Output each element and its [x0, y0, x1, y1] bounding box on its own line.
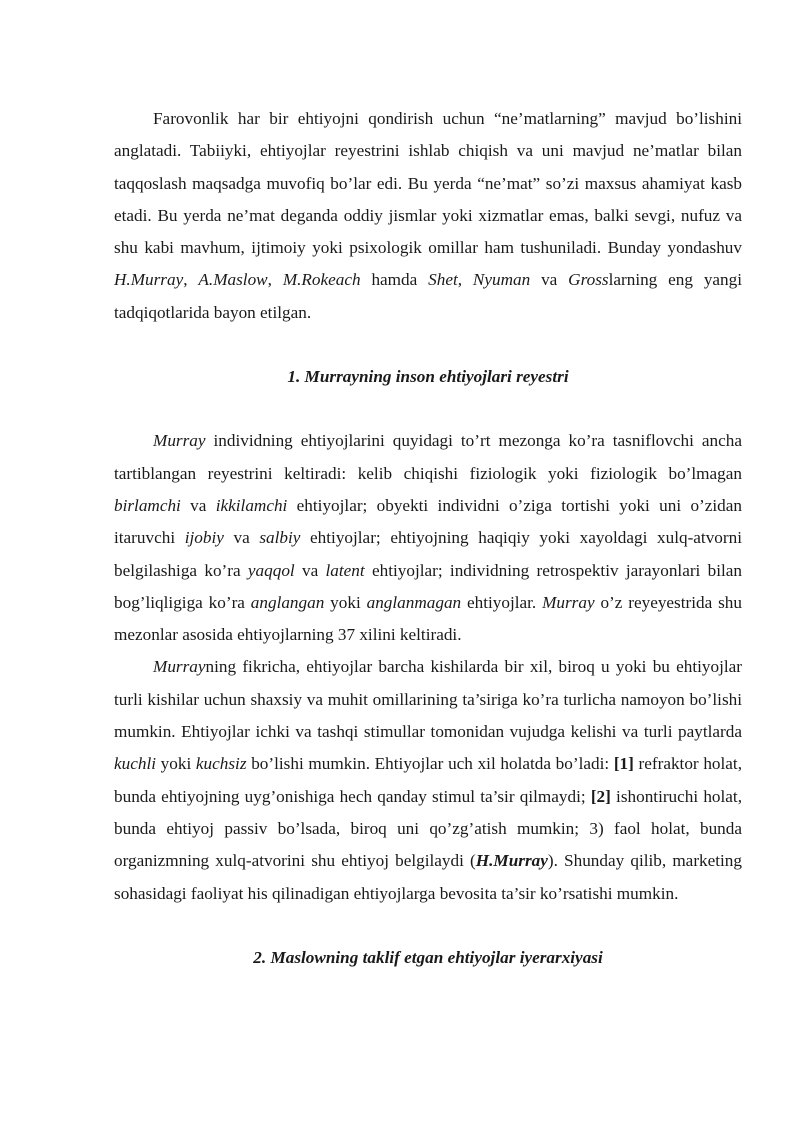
term: kuchli	[114, 754, 156, 774]
text-run: bo’lishi mumkin. Ehtiyojlar uch xil holatda bo’ladi:	[246, 754, 614, 774]
separator: ,	[183, 270, 199, 290]
text-run: hamda	[360, 270, 429, 290]
separator: ,	[267, 270, 283, 290]
text-run: ehtiyojlar; ehtiyojning haqiqiy yoki xayoldagi xulq-atvorni belgilashiga ko’ra	[114, 528, 742, 580]
author-name: Nyuman	[472, 270, 531, 290]
author-name: Murray	[542, 592, 595, 612]
text-run: va	[180, 495, 216, 515]
separator: ,	[457, 270, 473, 290]
text-run: ). Shunday qilib, marketing sohasidagi faoliyat his qilinadigan ehtiyojlarga bevosita ta’sir ko’rsatishi mumkin.	[114, 851, 742, 903]
text-run: yoki	[156, 754, 196, 774]
section-heading-1: 1. Murrayning inson ehtiyojlari reyestri	[287, 367, 569, 387]
list-marker: [1]	[613, 754, 634, 774]
section-heading-2: 2. Maslowning taklif etgan ehtiyojlar iyerarxiyasi	[253, 947, 603, 967]
author-name: Shet	[428, 270, 458, 290]
text-run: ehtiyojlar.	[461, 592, 543, 612]
term: salbiy	[259, 528, 301, 548]
document-body	[114, 103, 742, 974]
text-run: yoki	[324, 592, 367, 612]
author-name: Murray	[153, 431, 206, 451]
murray-paragraph-2	[114, 651, 742, 909]
author-name: H.Murray	[475, 851, 548, 871]
spacer	[114, 329, 742, 361]
text-run: va	[530, 270, 569, 290]
text-run: ning fikricha, ehtiyojlar barcha kishilarda bir xil, biroq u yoki bu ehtiyojlar turli kishilar uchun shaxsiy va muhit omillarining ta’siriga ko’ra turlicha namoyon bo’lishi mumkin. Ehtiyojlar ichki va tashqi stimullar tomonidan vujudga kelishi va turli paytlarda	[114, 657, 742, 742]
author-name: H.Murray	[114, 270, 184, 290]
intro-paragraph	[114, 103, 742, 329]
author-name: M.Rokeach	[282, 270, 361, 290]
term: anglanmagan	[366, 592, 462, 612]
term: anglangan	[250, 592, 325, 612]
spacer	[114, 393, 742, 425]
author-name: A.Maslow	[198, 270, 268, 290]
text-run: larning eng yangi tadqiqotlarida bayon etilgan.	[114, 270, 743, 322]
text-run: ehtiyojlar; individning retrospektiv jarayonlari bilan bog’liqligiga ko’ra	[114, 560, 742, 612]
text-run: Farovonlik har bir ehtiyojni qondirish uchun “ne’matlarning” mavjud bo’lishini anglatadi. Tabiiyki, ehtiyojlar reyestrini ishlab chiqish va uni mavjud ne’matlar bilan taqqoslash maqsadga muvofiq bo’lar edi. Bu yerda “ne’mat” so’zi maxsus ahamiyat kasb etadi. Bu yerda ne’mat deganda oddiy jismlar yoki xizmatlar emas, balki sevgi, nufuz va shu kabi mavhum, ijtimoiy yoki psixologik omillar ham tushuniladi. Bunday yondashuv	[114, 109, 742, 258]
term: ikkilamchi	[215, 495, 288, 515]
text-run: o’z reyeyestrida shu mezonlar asosida ehtiyojlarning 37 xilini keltiradi.	[114, 592, 742, 645]
term: birlamchi	[114, 495, 181, 515]
term: latent	[325, 560, 365, 580]
term: ijobiy	[184, 528, 224, 548]
text-run: ishontiruchi holat, bunda ehtiyoj passiv bo’lsada, biroq uni qo’zg’atish mumkin; 3) faol holat, bunda organizmning xulq-atvorini shu ehtiyoj belgilaydi (	[114, 786, 742, 871]
murray-paragraph-1	[114, 425, 742, 651]
list-marker: [2]	[590, 786, 611, 806]
term: yaqqol	[247, 560, 295, 580]
text-run: individning ehtiyojlarini quyidagi to’rt mezonga ko’ra tasniflovchi ancha tartiblangan reyestrini keltiradi: kelib chiqishi fiziologik yoki fiziologik bo’lmagan	[114, 431, 742, 483]
text-run: va	[294, 560, 326, 580]
term: kuchsiz	[195, 754, 247, 774]
spacer	[114, 910, 742, 942]
text-run: va	[223, 528, 260, 548]
author-name: Murray	[153, 657, 206, 677]
text-run: refraktor holat, bunda ehtiyojning uyg’onishiga hech qanday stimul ta’sir qilmaydi;	[114, 754, 742, 806]
text-run: ehtiyojlar; obyekti individni o’ziga tortishi yoki uni o’zidan itaruvchi	[114, 495, 742, 548]
author-name: Gross	[568, 270, 609, 290]
